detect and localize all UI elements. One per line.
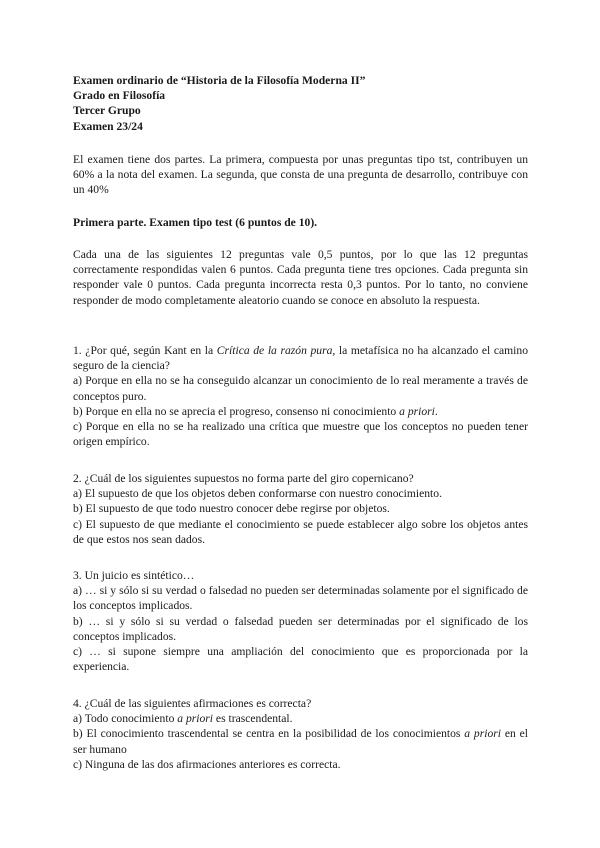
question-3-option-b: b) … si y sólo si su verdad o falsedad pueden ser determinadas por el significado de los conceptos implicados. [73,614,528,643]
question-1-option-a: a) Porque en ella no se ha conseguido alcanzar un conocimiento de lo real meramente a través de conceptos puro. [73,374,528,403]
exam-year-line: Examen 23/24 [73,119,143,133]
question-2-option-b: b) El supuesto de que todo nuestro conocer debe regirse por objetos. [73,502,390,516]
part-one-title: Primera parte. Examen tipo test (6 puntos de 10). [73,216,318,229]
question-4 [73,696,528,772]
question-3-stem: 3. Un juicio es sintético… [73,569,195,582]
exam-title: Examen ordinario de “Historia de la Filosofía Moderna II” [73,74,366,87]
question-1-option-b: b) Porque en ella no se aprecia el progreso, consenso ni conocimiento a priori. [73,404,438,418]
question-3-option-a: a) … si y sólo si su verdad o falsedad no pueden ser determinadas solamente por el significado de los conceptos implicados. [73,584,528,613]
question-1-option-c: c) Porque en ella no se ha realizado una crítica que muestre que los conceptos no pueden tener origen empírico. [73,420,528,449]
question-1 [73,343,528,449]
question-4-option-c: c) Ninguna de las dos afirmaciones anteriores es correcta. [73,757,341,771]
exam-header [73,73,528,134]
question-4-option-b: b) El conocimiento trascendental se centra en la posibilidad de los conocimientos a priori en el ser humano [73,727,528,756]
group-line: Tercer Grupo [73,104,141,118]
question-4-stem: 4. ¿Cuál de las siguientes afirmaciones es correcta? [73,697,312,710]
question-3-option-c: c) … si supone siempre una ampliación del conocimiento que es proporcionada por la experiencia. [73,645,528,674]
question-2-option-a: a) El supuesto de que los objetos deben conformarse con nuestro conocimiento. [73,487,442,501]
degree-line: Grado en Filosofía [73,89,166,103]
question-3 [73,568,528,674]
instructions-paragraph: Cada una de las siguientes 12 preguntas vale 0,5 puntos, por lo que las 12 preguntas correctamente respondidas valen 6 puntos. Cada pregunta tiene tres opciones. Cada pregunta sin responder vale 0 puntos. Cada pregunta incorrecta resta 0,3 puntos. Por lo tanto, no conviene responder de modo completamente aleatorio cuando se conoce en absoluto la respuesta. [73,248,528,307]
intro-paragraph: El examen tiene dos partes. La primera, compuesta por unas preguntas tipo tst, contribuyen un 60% a la nota del examen. La segunda, que consta de una pregunta de desarrollo, contribuye con un 40% [73,153,528,197]
question-4-option-a: a) Todo conocimiento a priori es trascendental. [73,712,293,726]
question-1-stem: 1. ¿Por qué, según Kant en la Crítica de la razón pura, la metafísica no ha alcanzado el camino seguro de la ciencia? [73,344,528,373]
question-2 [73,471,528,547]
work-title: Crítica de la razón pura, [216,344,336,357]
question-2-stem: 2. ¿Cuál de los siguientes supuestos no forma parte del giro copernicano? [73,472,414,485]
question-2-option-c: c) El supuesto de que mediante el conocimiento se puede establecer algo sobre los objetos antes de que estos nos sean dados. [73,517,528,546]
